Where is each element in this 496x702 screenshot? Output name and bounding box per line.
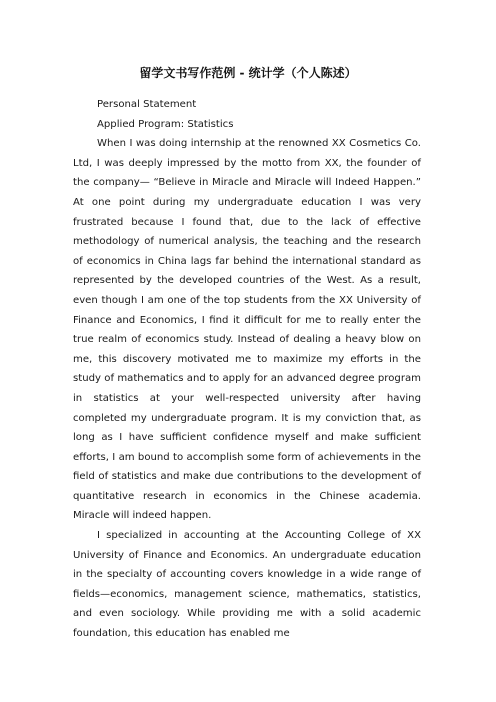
- document-title: 留学文书写作范例 - 统计学（个人陈述）: [139, 66, 357, 80]
- paragraph-2: I specialized in accounting at the Accounting College of XX University of Finance and Economics. An undergraduate education in the specialty of accounting covers knowledge in a wide range of fields—economics, management science, mathematics, statistics, and even sociology. While providing me with a solid academic foundation, this education has enabled me: [73, 530, 421, 640]
- program-line: Applied Program: Statistics: [97, 118, 234, 130]
- paragraph-1: When I was doing internship at the renowned XX Cosmetics Co. Ltd, I was deeply impressed by the motto from XX, the founder of the company— “Believe in Miracle and Miracle will Indeed Happen.” At one point during my undergraduate education I was very frustrated because I found that, due to the lack of effective methodology of numerical analysis, the teaching and the research of economics in China lags far behind the international standard as represented by the developed countries of the West. As a result, even though I am one of the top students from the XX University of Finance and Economics, I find it difficult for me to really enter the true realm of economics study. Instead of dealing a heavy blow on me, this discovery motivated me to maximize my efforts in the study of mathematics and to apply for an advanced degree program in statistics at your well-respected university after having completed my undergraduate program. It is my conviction that, as long as I have sufficient confidence myself and make sufficient efforts, I am bound to accomplish some form of achievements in the field of statistics and make due contributions to the development of quantitative research in economics in the Chinese academia. Miracle will indeed happen.: [73, 138, 421, 522]
- heading-line: Personal Statement: [97, 99, 197, 110]
- document-body: [73, 95, 421, 644]
